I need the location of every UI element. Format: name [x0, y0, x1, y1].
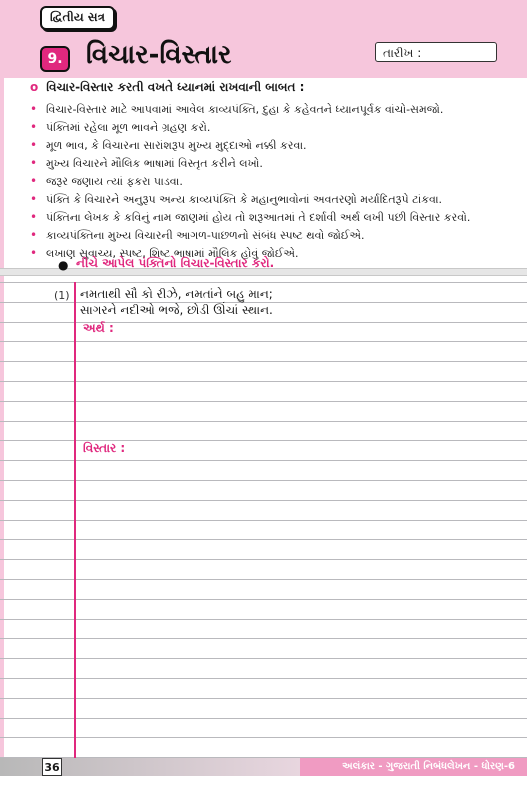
date-field[interactable]: તારીખ :: [375, 42, 497, 62]
guideline-item: [30, 137, 510, 155]
ruled-line: [0, 341, 527, 342]
chapter-title: વિચાર-વિસ્તાર: [86, 40, 232, 70]
ruled-line: [0, 440, 527, 441]
guideline-text: જરૂર જણાય ત્યાં ફકરા પાડવા.: [46, 175, 183, 188]
guideline-item: [30, 119, 510, 137]
ruled-line: [0, 638, 527, 639]
guideline-item: [30, 173, 510, 191]
exercise-instruction: નીચે આપેલ પંક્તિનો વિચાર-વિસ્તાર કરો.: [76, 256, 275, 270]
guideline-item: [30, 191, 510, 209]
ruled-line: [0, 401, 527, 402]
bullet-icon: •: [30, 246, 38, 260]
guideline-item: [30, 101, 510, 119]
book-title: અલંકાર - ગુજરાતી નિબંધલેખન - ધોરણ-6: [342, 761, 515, 772]
guideline-text: મુખ્ય વિચારને મૌલિક ભાષામાં વિસ્તૃત કરીને લખો.: [46, 157, 263, 170]
bullet-icon: •: [30, 192, 38, 206]
guideline-text: મૂળ ભાવ, કે વિચારના સારાંશરૂપ મુખ્ય મુદ્દાઓ નક્કી કરવા.: [46, 139, 307, 152]
ruled-line: [0, 480, 527, 481]
ruled-line: [0, 381, 527, 382]
guideline-text: કાવ્યપંક્તિના મુખ્ય વિચારની આગળ-પાછળનો સંબંધ સ્પષ્ટ થવો જોઈએ.: [46, 229, 365, 242]
guideline-text: પંક્તિમાં રહેલા મૂળ ભાવને ગ્રહણ કરો.: [46, 121, 211, 134]
expansion-label: વિસ્તાર :: [83, 441, 126, 455]
ring-bullet-icon: o: [30, 80, 39, 94]
ruled-line: [0, 421, 527, 422]
guideline-text: પંક્તિ કે વિચારને અનુરૂપ અન્ય કાવ્યપંક્તિ કે મહાનુભાવોનાં અવતરણો મર્યાદિતરૂપે ટાંકવા.: [46, 193, 443, 206]
semester-badge: દ્વિતીય સત્ર: [40, 6, 115, 30]
guidelines-section: [30, 79, 510, 263]
guideline-text: લખાણ સુવાચ્ય, સ્પષ્ટ, શિષ્ટ ભાષામાં મૌલિક હોવું જોઈએ.: [46, 247, 299, 260]
ruled-line: [0, 539, 527, 540]
chapter-number: 9.: [40, 46, 70, 72]
guidelines-heading-text: વિચાર-વિસ્તાર કરતી વખતે ધ્યાનમાં રાખવાની બાબત :: [46, 80, 305, 94]
bullet-icon: •: [30, 138, 38, 152]
bullet-icon: •: [30, 156, 38, 170]
guideline-text: વિચાર-વિસ્તાર માટે આપવામાં આવેલ કાવ્યપંક્તિ, દુહા કે કહેવતને ધ્યાનપૂર્વક વાંચો-સમજો.: [46, 103, 444, 116]
ruled-line: [0, 361, 527, 362]
ruled-writing-area[interactable]: [0, 282, 527, 762]
bullet-icon: •: [30, 210, 38, 224]
ruled-line: [0, 282, 527, 283]
poem-line-1: નમતાથી સૌ કો રીઝે, નમતાંને બહુ માન;: [80, 287, 273, 301]
exercise-bullet-icon: ●: [58, 258, 69, 272]
ruled-line: [0, 579, 527, 580]
ruled-line: [0, 460, 527, 461]
question-number: (1): [54, 289, 70, 302]
guideline-item: [30, 227, 510, 245]
guidelines-heading: [30, 79, 510, 95]
bullet-icon: •: [30, 228, 38, 242]
ruled-line: [0, 520, 527, 521]
guideline-text: પંક્તિના લેખક કે કવિનું નામ જાણમાં હોય તો શરૂઆતમાં તે દર્શાવી અર્થ લખી પછી વિસ્તાર કરવો.: [46, 211, 471, 224]
meaning-label: અર્થ :: [83, 321, 114, 335]
ruled-line: [0, 678, 527, 679]
ruled-line: [0, 322, 527, 323]
ruled-line: [0, 718, 527, 719]
guideline-item: [30, 155, 510, 173]
bullet-icon: •: [30, 174, 38, 188]
margin-line: [74, 282, 76, 764]
ruled-line: [0, 500, 527, 501]
page-number: 36: [42, 758, 62, 776]
bullet-icon: •: [30, 102, 38, 116]
ruled-line: [0, 619, 527, 620]
guideline-item: [30, 209, 510, 227]
ruled-line: [0, 599, 527, 600]
bullet-icon: •: [30, 120, 38, 134]
ruled-line: [0, 559, 527, 560]
ruled-line: [0, 658, 527, 659]
ruled-line: [0, 698, 527, 699]
poem-line-2: સાગરને નદીઓ ભજે, છોડી ઊંચાં સ્થાન.: [80, 303, 273, 317]
ruled-line: [0, 737, 527, 738]
